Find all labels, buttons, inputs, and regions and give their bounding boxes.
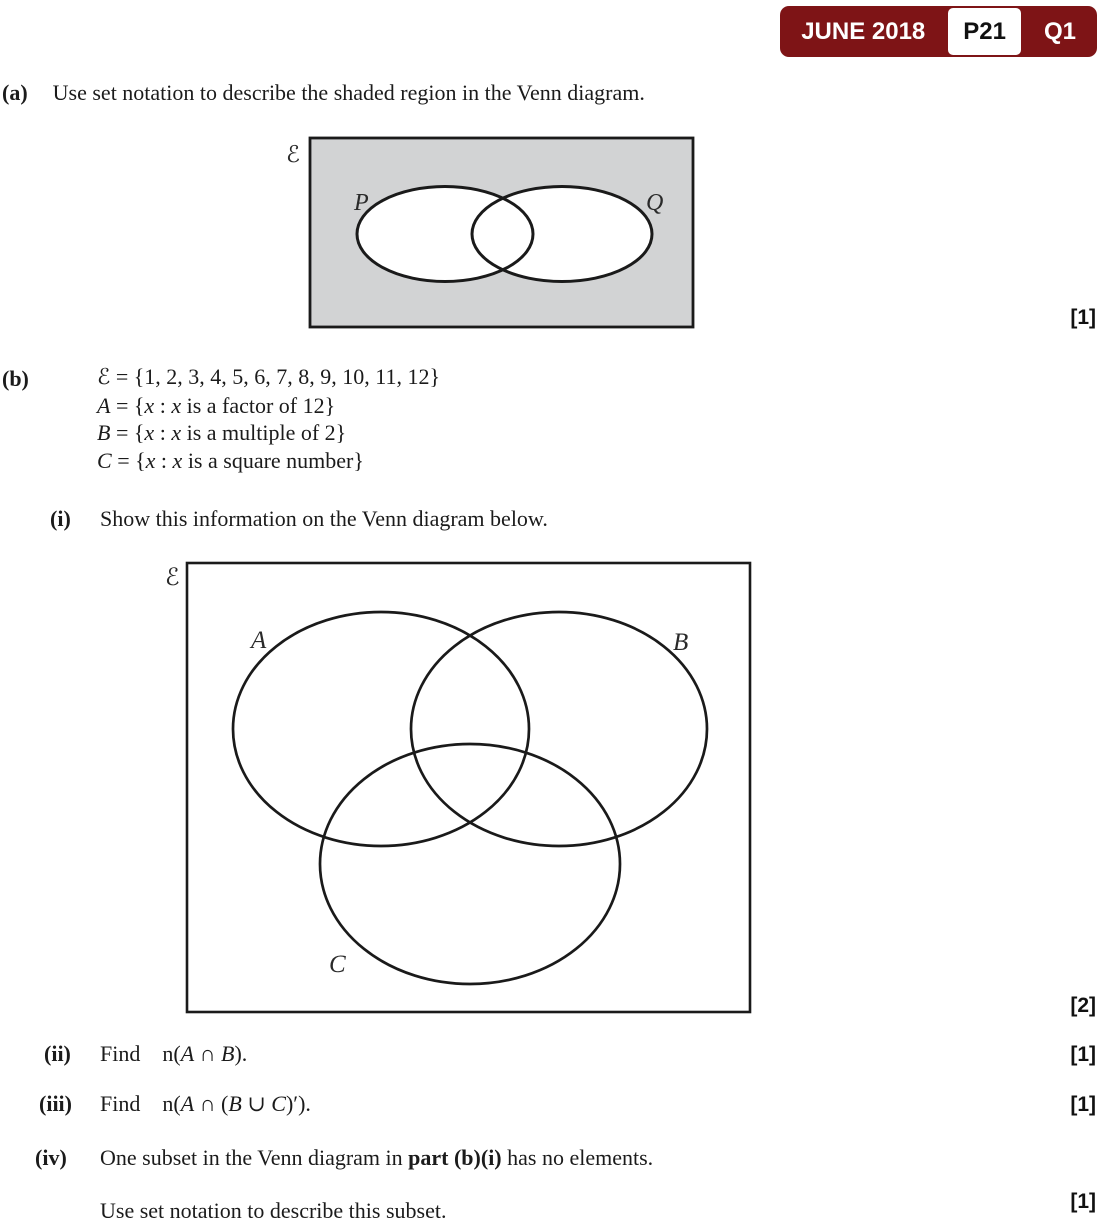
venn-abc-universal-set-label: ℰ [165,563,180,591]
part-a-label: (a) [2,80,28,105]
set-a-label: A [251,627,267,654]
venn-diagram-abc [158,553,763,1023]
set-c-label: C [329,951,346,978]
part-a-row [2,80,645,106]
venn-diagram-pq [278,128,703,340]
set-b-label: B [673,629,689,656]
definition-set-a: A = {x : x is a factor of 12} [97,392,336,418]
part-b-iv-label: (iv) [35,1145,67,1170]
definition-set-b: B = {x : x is a multiple of 2} [97,420,347,445]
part-b-iii-label: (iii) [39,1091,72,1116]
mark-part-b-i: [2] [1070,994,1096,1017]
definition-set-c: C = {x : x is a square number} [97,447,364,473]
part-b-i-text: Show this information on the Venn diagram below. [100,506,548,531]
part-b-ii-text: Find n(A ∩ B). [100,1041,248,1066]
part-b-iii-text: Find n(A ∩ (B ∪ C)′). [100,1091,311,1116]
badge-question-label: Q1 [1043,17,1076,45]
set-definitions [97,363,440,474]
mark-part-b-iii: [1] [1070,1093,1096,1116]
set-p-label: P [354,190,369,216]
part-a-text: Use set notation to describe the shaded region in the Venn diagram. [52,80,645,105]
part-b-ii-label: (ii) [44,1041,71,1066]
question-header-badge [780,6,1097,57]
part-b-i-label: (i) [50,506,71,531]
badge-session-label: JUNE 2018 [801,17,926,45]
part-b-label: (b) [2,366,29,391]
part-b-iv-text-line1: One subset in the Venn diagram in part (b)(i) has no elements. [100,1145,654,1170]
set-q-label: Q [646,190,664,216]
mark-part-b-ii: [1] [1070,1043,1096,1066]
venn-abc-universal-rect [187,563,750,1012]
venn-pq-universal-set-label: ℰ [286,142,300,168]
mark-part-b-iv: [1] [1070,1190,1096,1213]
mark-part-a: [1] [1070,306,1096,329]
definition-universal-set: ℰ = {1, 2, 3, 4, 5, 6, 7, 8, 9, 10, 11, 12} [97,364,441,390]
part-b-iv-text-line2: Use set notation to describe this subset. [100,1198,447,1223]
badge-paper-label: P21 [948,8,1021,55]
